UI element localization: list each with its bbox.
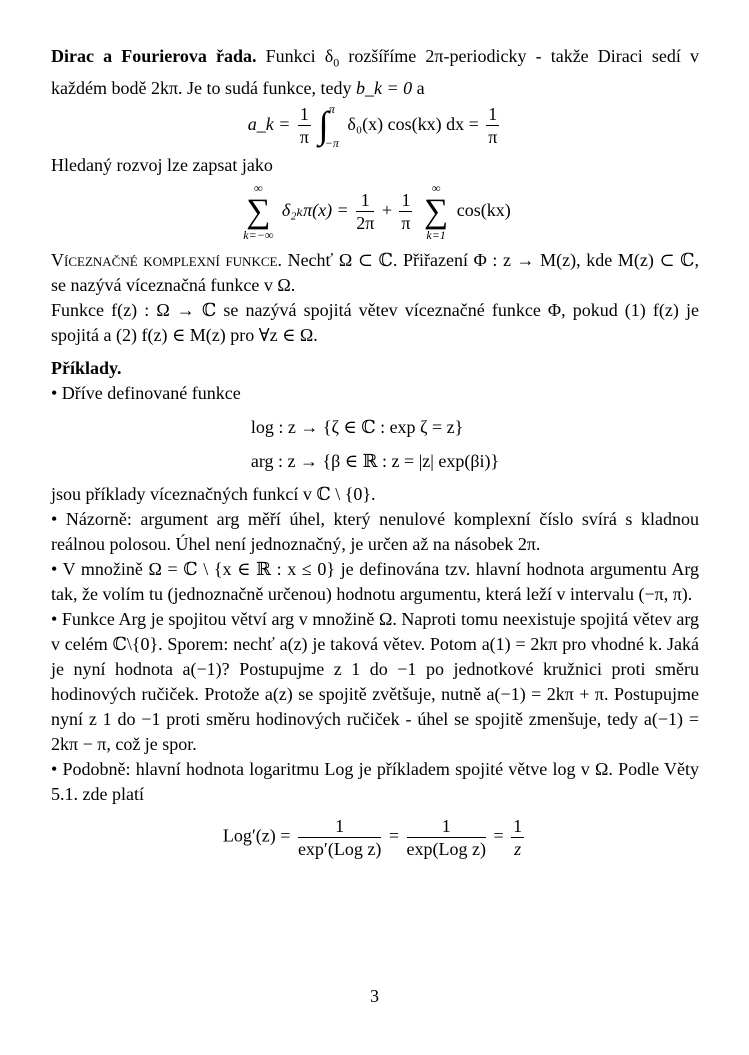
equation-dirac-sum: ∞ ∑ k=−∞ δ₂ₖπ(x) = $\frac{1}{2\pi}$ + $\frac{1}{\pi}$ ∞ ∑ k=1 cos(kx) bbox=[243, 180, 511, 242]
page-number: 3 bbox=[370, 986, 379, 1006]
equation-log: log : z → {ζ ∈ ℂ : exp ζ = z} bbox=[250, 416, 464, 437]
equation-log-derivative: Log′(z) = $\frac{1}{\text{exp′(Log z)}}$ = $\frac{1}{\text{exp(Log z)}}$ = $\frac{1}{z}$ bbox=[222, 815, 523, 859]
fraction: $\frac{1}{z}$ bbox=[513, 815, 523, 859]
sum-sign: ∞ ∑ k=1 bbox=[423, 180, 449, 242]
equation-ak: a_k = $\frac{1}{\pi}$ ∫ π −π δ₀(x) cos(kx) dx = $\frac{1}{\pi}$ bbox=[247, 101, 498, 150]
item-drive-end: jsou příklady víceznačných funkcí v ℂ \ {0}. bbox=[51, 483, 376, 504]
paragraph-vetev: Funkce f(z) : Ω → ℂ se nazývá spojitá větev víceznačné funkce Φ, pokud (1) f(z) je spojitá a (2) f(z) ∈ M(z) pro ∀z ∈ Ω. bbox=[51, 299, 699, 345]
integral-limits: π −π bbox=[324, 101, 339, 150]
integral-sign: ∫ bbox=[318, 104, 329, 147]
fraction: $\frac{1}{\pi}$ bbox=[401, 190, 411, 234]
item-log: • Podobně: hlavní hodnota logaritmu Log je příkladem spojité větve log v Ω. Podle Věty 5.1. zde platí bbox=[51, 758, 699, 804]
fraction: $\frac{1}{\text{exp′(Log z)}}$ bbox=[297, 815, 382, 859]
sum-sign: ∞ ∑ k=−∞ bbox=[243, 180, 274, 242]
heading-viceznacne: Víceznačné komplexní funkce. bbox=[51, 249, 282, 270]
fraction: $\frac{1}{\pi}$ bbox=[299, 104, 309, 148]
fraction: $\frac{1}{\text{exp(Log z)}}$ bbox=[406, 815, 486, 859]
item-drive: • Dříve definované funkce bbox=[51, 382, 241, 403]
equation-arg: arg : z → {β ∈ ℝ : z = |z| exp(βi)} bbox=[250, 450, 500, 471]
item-arg-spojita: • Funkce Arg je spojitou větví arg v množině Ω. Naproti tomu neexistuje spojitá větev arg v celém ℂ\{0}. Sporem: nechť a(z) je taková větev. Potom a(1) = 2kπ pro vhodné k. Jaká je nyní hodnota a(−1)? Postupujme z 1 do −1 po jednotkové kružnici proti směru hodinových ručiček. Protože a(z) se spojitě zvětšuje, nutně a(−1) = 2kπ + π. Postupujme nyní z 1 do −1 proti směru hodinových ručiček - úhel se spojitě zmenšuje, tedy a(−1) = 2kπ − π, což je spor. bbox=[51, 608, 699, 754]
document-page bbox=[51, 44, 699, 864]
item-nazorne: • Názorně: argument arg měří úhel, který nenulové komplexní číslo svírá s kladnou reálnou polosou. Úhel není jednoznačný, je určen až na násobek 2π. bbox=[51, 508, 699, 554]
fraction: $\frac{1}{2\pi}$ bbox=[356, 190, 375, 234]
item-mnozina: • V množině Ω = ℂ \ {x ∈ ℝ : x ≤ 0} je definována tzv. hlavní hodnota argumentu Arg tak, že volím tu (jednoznačně určenou) hodnotu argumentu, která leží v intervalu (−π, π). bbox=[51, 558, 699, 604]
paragraph-viceznacne: Víceznačné komplexní funkce. Nechť Ω ⊂ ℂ. Přiřazení Φ : z → M(z), kde M(z) ⊂ ℂ, se nazývá víceznačná funkce v Ω. bbox=[51, 249, 699, 295]
heading-priklady: Příklady. bbox=[51, 357, 122, 378]
paragraph-rozvoj: Hledaný rozvoj lze zapsat jako bbox=[51, 154, 273, 175]
fraction: $\frac{1}{\pi}$ bbox=[488, 104, 498, 148]
heading-dirac: Dirac a Fourierova řada. bbox=[51, 46, 257, 66]
equation-log-arg bbox=[51, 410, 699, 478]
paragraph-dirac: Dirac a Fourierova řada. Funkci $\delta_0$ rozšíříme 2π-periodicky - takže Diraci sedí v každém bodě 2kπ. Je to sudá funkce, tedy b_k = 0 a bbox=[51, 46, 699, 98]
